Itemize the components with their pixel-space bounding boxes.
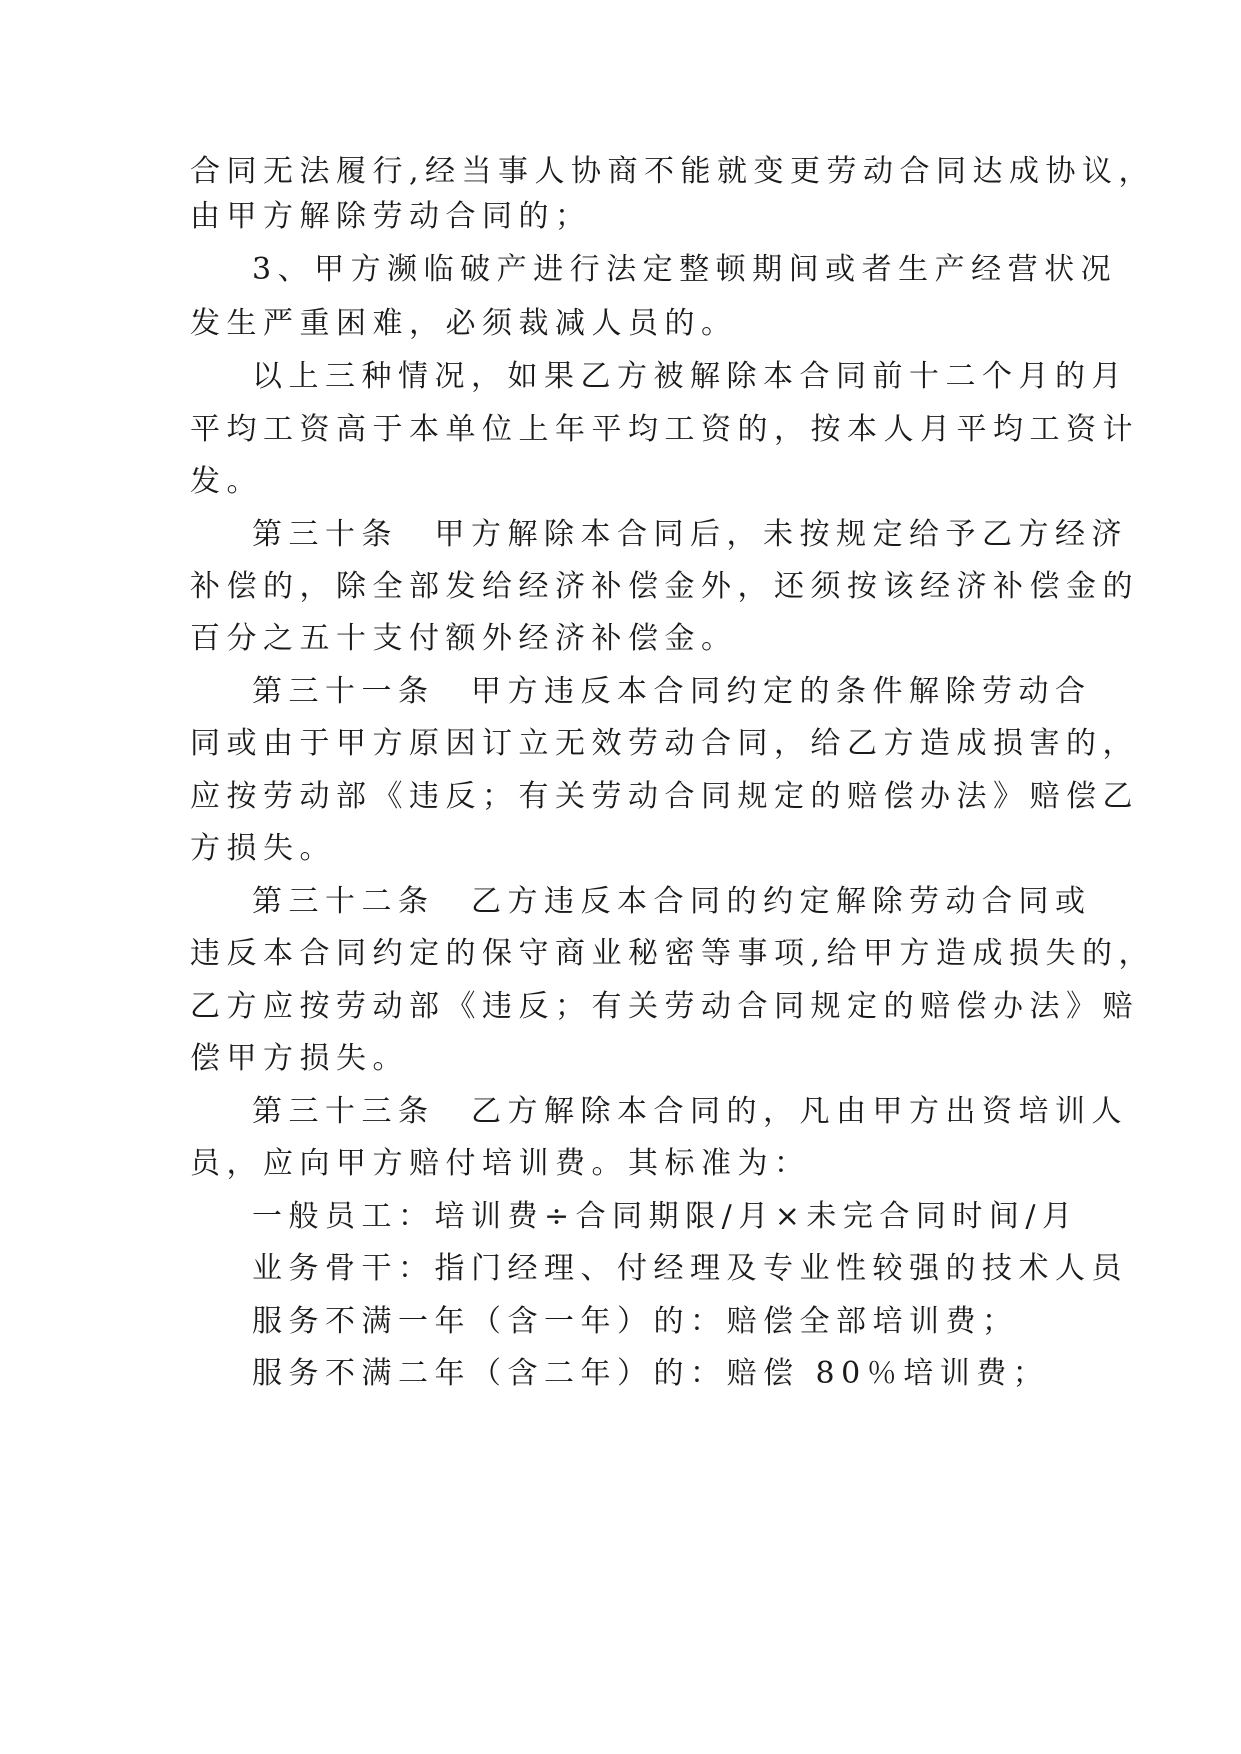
text-line-5: 以上三种情况，如果乙方被解除本合同前十二个月的月 bbox=[252, 359, 1128, 394]
text-line-16: 违反本合同约定的保守商业秘密等事项,给甲方造成损失的， bbox=[190, 936, 1156, 971]
text-line-19: 第三十三条 乙方解除本合同的，凡由甲方出资培训人 bbox=[252, 1094, 1128, 1129]
text-line-11: 第三十一条 甲方违反本合同约定的条件解除劳动合 bbox=[252, 674, 1092, 709]
text-line-15: 第三十二条 乙方违反本合同的约定解除劳动合同或 bbox=[252, 884, 1092, 919]
text-line-14: 方损失。 bbox=[190, 831, 336, 866]
text-line-20: 员，应向甲方赔付培训费。其标准为： bbox=[190, 1146, 811, 1181]
text-line-10: 百分之五十支付额外经济补偿金。 bbox=[190, 621, 738, 656]
text-line-23: 服务不满一年（含一年）的：赔偿全部培训费； bbox=[252, 1304, 1019, 1339]
text-line-21: 一般员工：培训费÷合同期限/月×未完合同时间/月 bbox=[252, 1199, 1079, 1234]
text-line-8: 第三十条 甲方解除本合同后，未按规定给予乙方经济 bbox=[252, 517, 1128, 552]
text-line-3: 3、甲方濒临破产进行法定整顿期间或者生产经营状况 bbox=[252, 252, 1118, 287]
text-line-24: 服务不满二年（含二年）的：赔偿 80％培训费； bbox=[252, 1356, 1050, 1391]
text-line-18: 偿甲方损失。 bbox=[190, 1041, 409, 1076]
text-line-22: 业务骨干：指门经理、付经理及专业性较强的技术人员 bbox=[252, 1251, 1128, 1286]
text-line-2: 由甲方解除劳动合同的； bbox=[190, 199, 592, 234]
text-line-13: 应按劳动部《违反；有关劳动合同规定的赔偿办法》赔偿乙 bbox=[190, 779, 1139, 814]
text-line-4: 发生严重困难，必须裁减人员的。 bbox=[190, 306, 738, 341]
text-line-7: 发。 bbox=[190, 464, 263, 499]
text-line-17: 乙方应按劳动部《违反；有关劳动合同规定的赔偿办法》赔 bbox=[190, 989, 1139, 1024]
text-line-1: 合同无法履行,经当事人协商不能就变更劳动合同达成协议， bbox=[190, 154, 1156, 189]
text-line-12: 同或由于甲方原因订立无效劳动合同，给乙方造成损害的， bbox=[190, 726, 1139, 761]
text-line-6: 平均工资高于本单位上年平均工资的，按本人月平均工资计 bbox=[190, 412, 1139, 447]
text-line-9: 补偿的，除全部发给经济补偿金外，还须按该经济补偿金的 bbox=[190, 569, 1139, 604]
